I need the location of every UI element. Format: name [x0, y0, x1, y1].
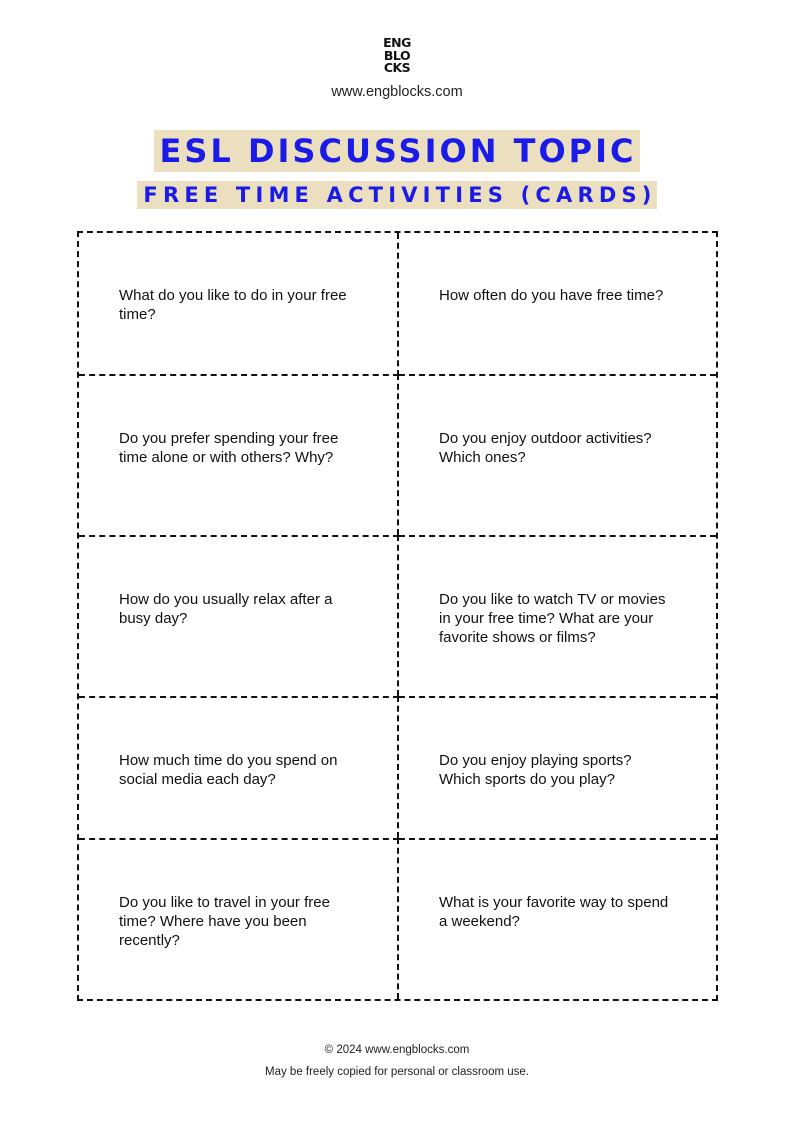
card-question: What do you like to do in your free time?	[119, 287, 347, 323]
card	[399, 838, 716, 999]
card	[399, 374, 716, 535]
card	[79, 233, 399, 376]
title-wrap	[0, 130, 794, 172]
card	[79, 374, 399, 535]
logo-line-3: CKS	[383, 60, 411, 75]
card-question: Do you like to travel in your free time? Where have you been recently?	[119, 894, 330, 949]
page-title: ESL DISCUSSION TOPIC	[154, 130, 641, 172]
card-grid	[77, 231, 718, 1001]
card	[399, 696, 716, 838]
card-question: Do you like to watch TV or movies in your free time? What are your favorite shows or films?	[439, 591, 666, 646]
card	[79, 696, 399, 838]
logo-line-2: BLO	[383, 47, 411, 63]
card-question: How do you usually relax after a busy day?	[119, 591, 333, 627]
site-url[interactable]: www.engblocks.com	[331, 84, 463, 100]
card-question: What is your favorite way to spend a weekend?	[439, 894, 669, 930]
card	[79, 838, 399, 999]
card-question: How often do you have free time?	[439, 287, 664, 304]
subtitle-wrap	[0, 181, 794, 209]
card-question: Do you enjoy outdoor activities? Which ones?	[439, 430, 652, 466]
card-question: Do you prefer spending your free time alone or with others? Why?	[119, 430, 339, 466]
card-question: Do you enjoy playing sports? Which sports do you play?	[439, 752, 632, 788]
page-subtitle: FREE TIME ACTIVITIES (CARDS)	[137, 181, 656, 209]
card	[399, 535, 716, 696]
card	[79, 535, 399, 696]
logo-line-1: ENG	[383, 35, 411, 50]
engblocks-logo	[0, 37, 794, 75]
card	[399, 233, 716, 376]
footer-usage-note: May be freely copied for personal or classroom use.	[265, 1066, 529, 1078]
footer-copyright: © 2024 www.engblocks.com	[324, 1044, 470, 1056]
card-question: How much time do you spend on social media each day?	[119, 752, 338, 788]
